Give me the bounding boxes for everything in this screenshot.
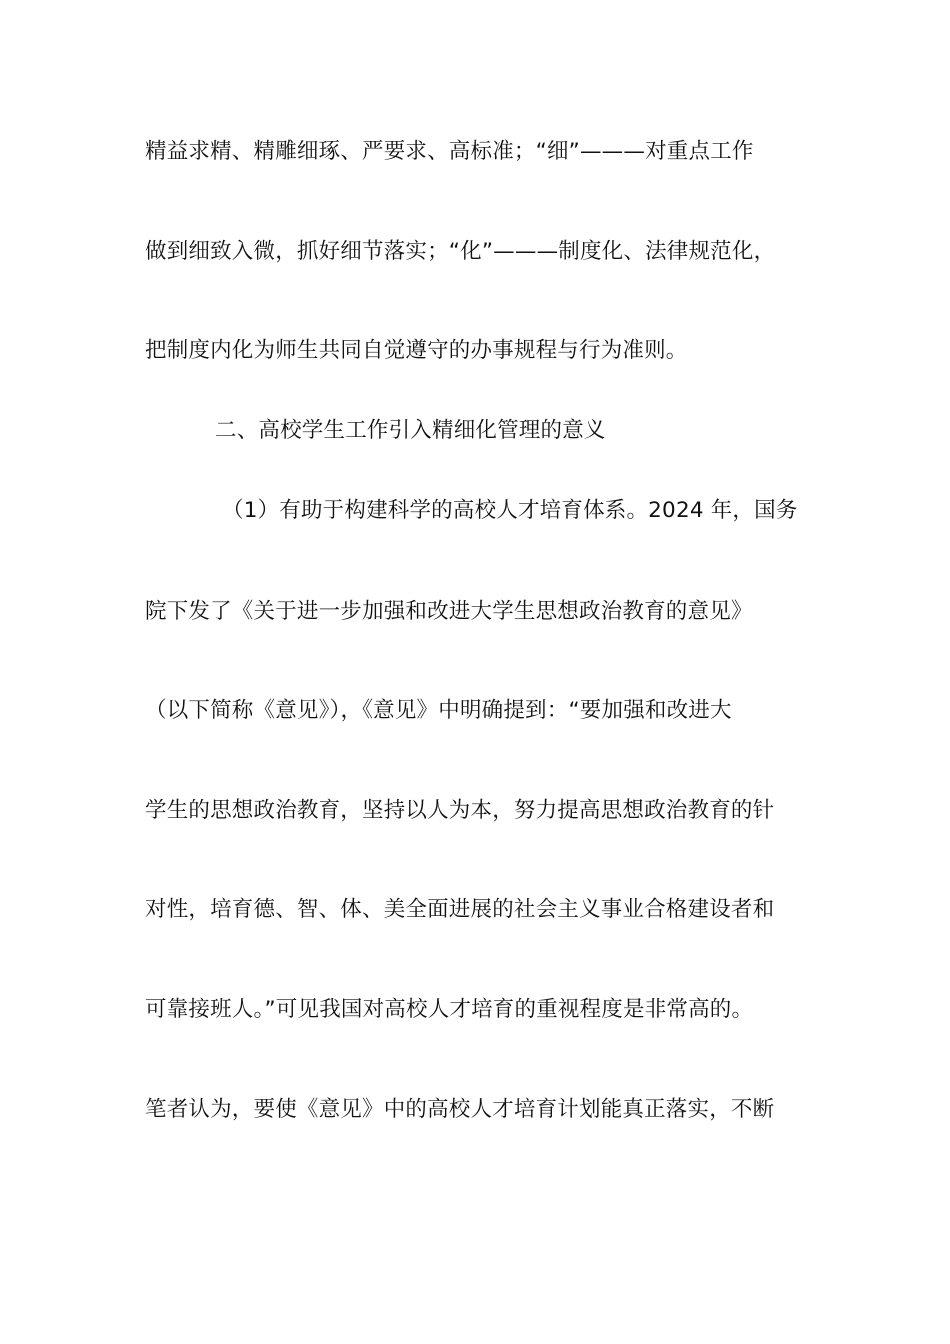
paragraph-line: 可靠接班人。”可见我国对高校人才培育的重视程度是非常高的。 xyxy=(145,997,754,1022)
paragraph-line: 做到细致入微，抓好细节落实；“化”———制度化、法律规范化， xyxy=(145,239,776,264)
paragraph-line: （1）有助于构建科学的高校人才培育体系。2024 年，国务 xyxy=(222,498,798,523)
paragraph-line: 精益求精、精雕细琢、严要求、高标准；“细”———对重点工作 xyxy=(145,139,754,164)
paragraph-line: （以下简称《意见》），《意见》中明确提到：“要加强和改进大 xyxy=(145,698,732,723)
paragraph-line: 把制度内化为师生共同自觉遵守的办事规程与行为准则。 xyxy=(145,338,688,363)
section-heading: 二、高校学生工作引入精细化管理的意义 xyxy=(215,418,606,443)
paragraph-line: 对性，培育德、智、体、美全面进展的社会主义事业合格建设者和 xyxy=(145,897,775,922)
paragraph-line: 笔者认为，要使《意见》中的高校人才培育计划能真正落实，不断 xyxy=(145,1097,775,1122)
paragraph-line: 院下发了《关于进一步加强和改进大学生思想政治教育的意见》 xyxy=(145,599,753,624)
paragraph-line: 学生的思想政治教育，坚持以人为本，努力提高思想政治教育的针 xyxy=(145,798,775,823)
